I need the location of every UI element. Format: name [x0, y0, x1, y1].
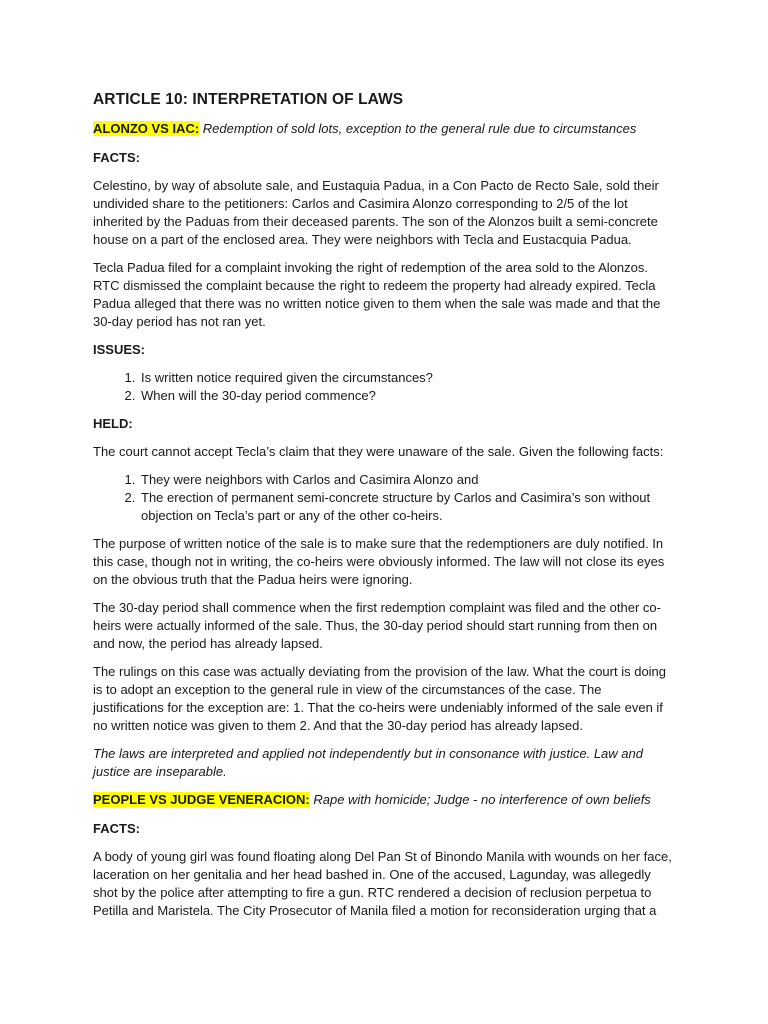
case2-facts-label: FACTS:	[93, 821, 140, 836]
case2-heading	[93, 791, 673, 809]
case1-name: ALONZO VS IAC:	[93, 121, 200, 136]
issue-item: 2. When will the 30-day period commence?	[139, 387, 673, 405]
case2-name: PEOPLE VS JUDGE VENERACION:	[93, 792, 310, 807]
case1-principle: The laws are interpreted and applied not independently but in consonance with justice. Law and justice are inseparable.	[93, 746, 643, 779]
case1-facts-paragraph-1: Celestino, by way of absolute sale, and Eustaquia Padua, in a Con Pacto de Recto Sale, sold their undivided share to the petitioners: Carlos and Casimira Alonzo corresponding to 2/5 of the lot inherited by the Paduas from their deceased parents. The son of the Alonzos built a semi-concrete house on a part of the enclosed area. They were neighbors with Tecla and Eustacquia Padua.	[93, 178, 659, 247]
case1-facts-paragraph-2: Tecla Padua filed for a complaint invoking the right of redemption of the area sold to the Alonzos. RTC dismissed the complaint because the right to redeem the property had already expired. Tecla Padua alleged that there was no written notice given to them when the sale was made and that the 30-day period has not ran yet.	[93, 260, 661, 329]
case1-facts-label: FACTS:	[93, 150, 140, 165]
case1-held-intro: The court cannot accept Tecla’s claim that they were unaware of the sale. Given the following facts:	[93, 444, 664, 459]
case1-held-paragraph-1: The purpose of written notice of the sale is to make sure that the redemptioners are duly notified. In this case, though not in writing, the co-heirs were obviously informed. The law will not close its eyes on the obvious truth that the Padua heirs were ignoring.	[93, 536, 665, 587]
case2-facts-paragraph-1: A body of young girl was found floating along Del Pan St of Binondo Manila with wounds on her face, laceration on her genitalia and her head bashed in. One of the accused, Lagunday, was allegedly shot by the police after attempting to fire a gun. RTC rendered a decision of reclusion perpetua to Petilla and Maristela. The City Prosecutor of Manila filed a motion for reconsideration urging that a	[93, 849, 672, 918]
held-item: 2. The erection of permanent semi-concrete structure by Carlos and Casimira’s son without objection on Tecla’s part or any of the other co-heirs.	[139, 489, 673, 525]
issue-item: 1. Is written notice required given the circumstances?	[139, 369, 673, 387]
case1-held-list	[93, 471, 673, 525]
case2-description: Rape with homicide; Judge - no interference of own beliefs	[313, 792, 651, 807]
case1-issues-list	[93, 369, 673, 405]
case1-held-paragraph-2: The 30-day period shall commence when the first redemption complaint was filed and the other co-heirs were actually informed of the sale. Thus, the 30-day period should start running from then on and now, the period has already lapsed.	[93, 600, 661, 651]
case1-heading	[93, 120, 673, 138]
case1-description: Redemption of sold lots, exception to the general rule due to circumstances	[202, 121, 637, 136]
case1-issues-label: ISSUES:	[93, 342, 146, 357]
case1-held-label: HELD:	[93, 416, 133, 431]
document-page	[93, 90, 673, 930]
held-item: 1. They were neighbors with Carlos and Casimira Alonzo and	[139, 471, 673, 489]
article-title: ARTICLE 10: INTERPRETATION OF LAWS	[93, 91, 404, 108]
case1-held-paragraph-3: The rulings on this case was actually deviating from the provision of the law. What the court is doing is to adopt an exception to the general rule in view of the circumstances of the case. The justifications for the exception are: 1. That the co-heirs were undeniably informed of the sale even if no written notice was given to them 2. And that the 30-day period has already lapsed.	[93, 664, 667, 733]
